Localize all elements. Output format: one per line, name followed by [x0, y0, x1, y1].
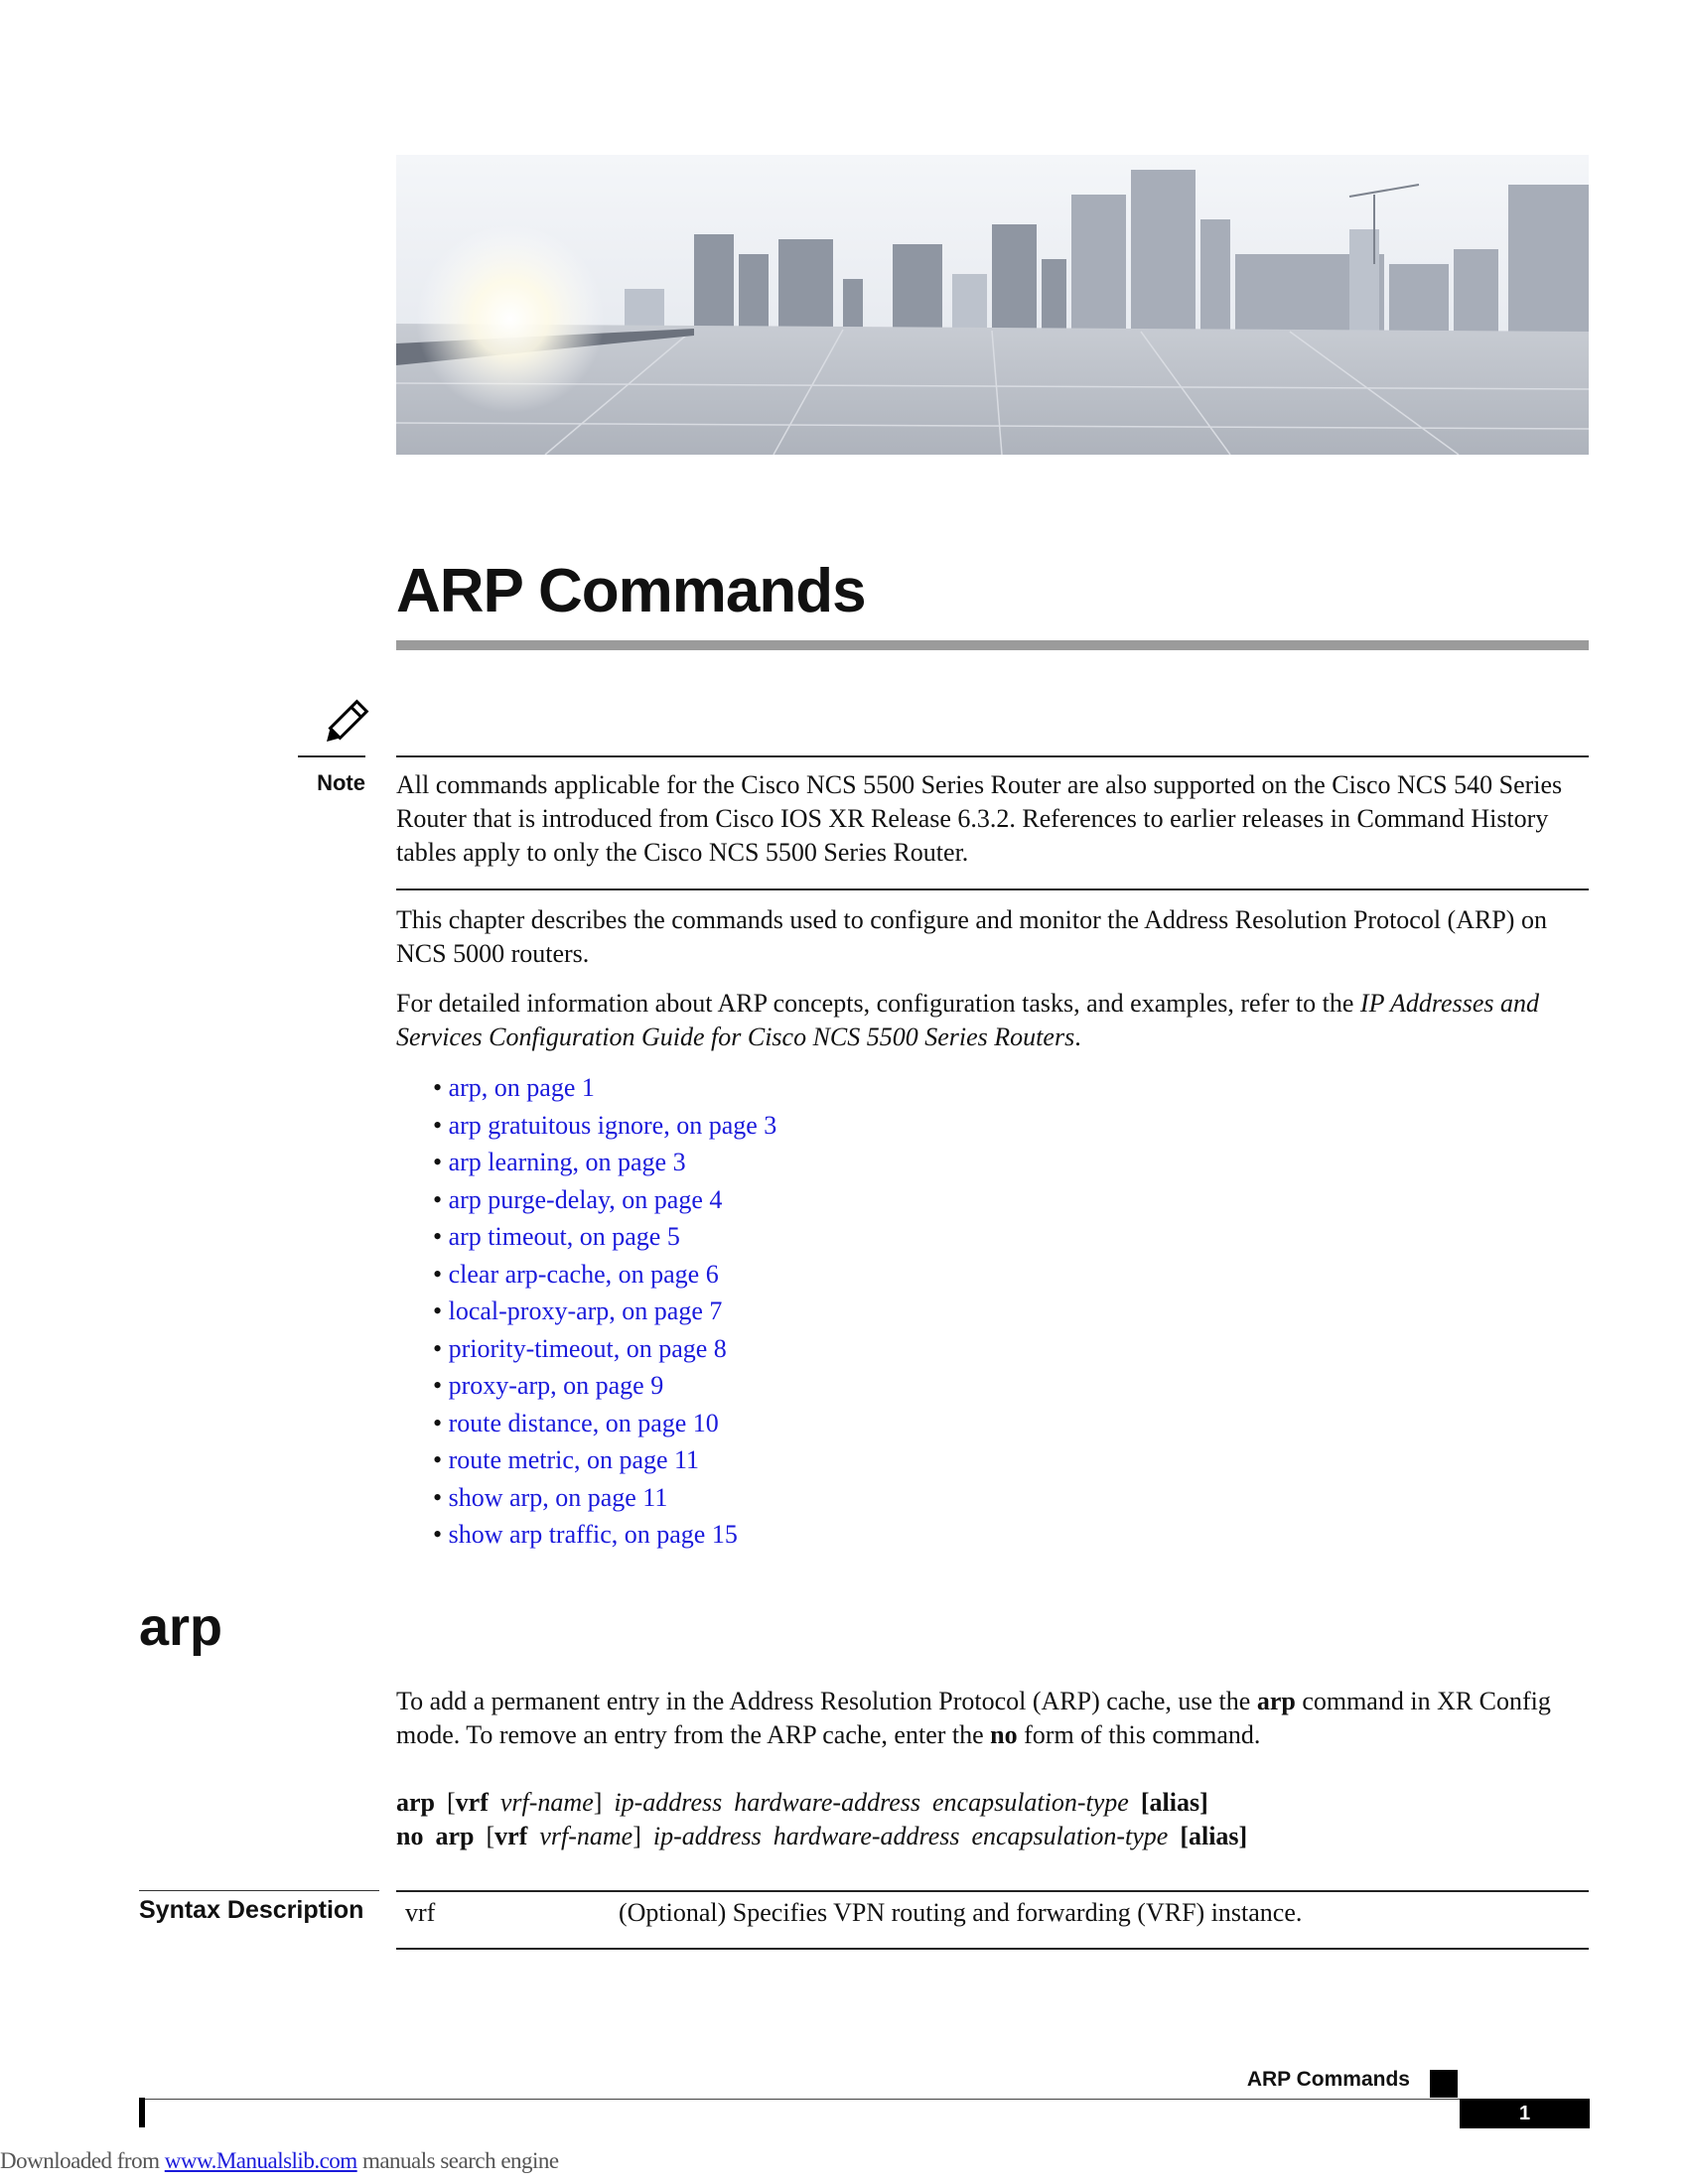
syntax-description-heading-rule: [139, 1890, 379, 1891]
download-prefix: Downloaded from: [0, 2148, 165, 2173]
syntax-hardware-address: hardware-address: [734, 1788, 920, 1817]
guide-title: IP Addresses and Services Configuration Guide for Cisco NCS 5500 Series Routers: [396, 989, 1539, 1051]
syntax-encapsulation-type: encapsulation-type: [971, 1822, 1169, 1850]
list-item: [433, 1441, 776, 1479]
note-label-rule: [298, 755, 365, 757]
toc-link[interactable]: priority-timeout, on page 8: [448, 1333, 727, 1363]
list-item: [433, 1144, 776, 1181]
manualslib-link[interactable]: www.Manualslib.com: [164, 2148, 357, 2173]
page-number: 1: [1460, 2099, 1590, 2128]
list-item: [433, 1256, 776, 1294]
toc-link[interactable]: show arp, on page 11: [448, 1482, 668, 1512]
footer-left-tick: [139, 2098, 145, 2127]
syntax-vrf: vrf: [455, 1788, 489, 1817]
intro-reference-prefix: For detailed information about ARP concepts, configuration tasks, and examples, refer to the: [396, 989, 1360, 1018]
bullet: •: [433, 1371, 443, 1400]
toc-link[interactable]: route distance, on page 10: [448, 1408, 719, 1437]
list-item: [433, 1293, 776, 1330]
arp-description: [396, 1685, 1593, 1752]
bullet: •: [433, 1482, 443, 1512]
footer-chapter-title: ARP Commands: [1246, 2068, 1410, 2091]
city-skyline-illustration: [396, 155, 1589, 455]
bullet: •: [433, 1297, 443, 1325]
bullet: •: [433, 1073, 443, 1102]
list-item: [433, 1181, 776, 1219]
syntax-hardware-address: hardware-address: [773, 1822, 960, 1850]
syntax-bracket-close: ]: [593, 1788, 603, 1817]
list-item: [433, 1367, 776, 1405]
list-item: [433, 1405, 776, 1442]
syntax-table-top-rule: [396, 1890, 1589, 1892]
list-item: [433, 1218, 776, 1256]
arp-syntax-line: [396, 1786, 1208, 1820]
command-link-list: [433, 1069, 776, 1554]
syntax-vrf-name: vrf-name: [499, 1788, 594, 1817]
toc-link[interactable]: arp timeout, on page 5: [448, 1222, 680, 1251]
footer-rule: [139, 2099, 1460, 2100]
syntax-alias: [alias]: [1180, 1822, 1248, 1850]
syntax-bracket-open: [: [486, 1822, 495, 1850]
intro-reference-suffix: .: [1074, 1023, 1081, 1051]
intro-reference-paragraph: [396, 987, 1593, 1054]
download-suffix: manuals search engine: [356, 2148, 559, 2173]
syntax-vrf-name: vrf-name: [539, 1822, 633, 1850]
list-item: [433, 1107, 776, 1145]
arp-desc-part1: To add a permanent entry in the Address Resolution Protocol (ARP) cache, use the: [396, 1687, 1257, 1715]
no-arp-syntax-line: [396, 1820, 1247, 1853]
note-label: Note: [317, 770, 365, 795]
syntax-term: vrf: [405, 1898, 436, 1927]
toc-link[interactable]: proxy-arp, on page 9: [448, 1371, 664, 1400]
bullet: •: [433, 1408, 443, 1437]
toc-link[interactable]: arp gratuitous ignore, on page 3: [448, 1110, 777, 1140]
bullet: •: [433, 1333, 443, 1363]
list-item: [433, 1516, 776, 1554]
download-notice: [0, 2148, 559, 2174]
syntax-alias: [alias]: [1140, 1788, 1208, 1817]
chapter-title: ARP Commands: [396, 557, 866, 625]
list-item: [433, 1479, 776, 1517]
bullet: •: [433, 1520, 443, 1549]
arp-desc-part2: command in XR Config mode. To remove an entry from the ARP cache, enter the: [396, 1687, 1551, 1749]
footer-marker: [1430, 2070, 1458, 2098]
bullet: •: [433, 1259, 443, 1289]
toc-link[interactable]: show arp traffic, on page 15: [448, 1520, 738, 1549]
bullet: •: [433, 1110, 443, 1140]
bullet: •: [433, 1148, 443, 1176]
pencil-icon: [316, 697, 371, 752]
syntax-vrf: vrf: [494, 1822, 528, 1850]
toc-link[interactable]: route metric, on page 11: [448, 1445, 700, 1474]
syntax-description-heading: Syntax Description: [139, 1896, 364, 1924]
list-item: [433, 1330, 776, 1368]
toc-link[interactable]: arp, on page 1: [448, 1073, 595, 1102]
syntax-ip-address: ip-address: [614, 1788, 723, 1817]
syntax-table-bottom-rule: [396, 1948, 1589, 1950]
syntax-no: no: [396, 1822, 424, 1850]
syntax-bracket-close: ]: [633, 1822, 641, 1850]
note-bottom-rule: [396, 888, 1589, 890]
bullet: •: [433, 1445, 443, 1474]
section-heading-arp: arp: [139, 1597, 223, 1657]
syntax-encapsulation-type: encapsulation-type: [932, 1788, 1129, 1817]
toc-link[interactable]: arp learning, on page 3: [448, 1148, 686, 1176]
header-banner-image: [396, 155, 1589, 455]
arp-desc-command: arp: [1256, 1687, 1296, 1715]
note-top-rule: [396, 755, 1589, 757]
note-text: All commands applicable for the Cisco NCS 5500 Series Router are also supported on the Cisco NCS 540 Series Router that is introduced from Cisco IOS XR Release 6.3.2. References to earlier releases in Command History tables apply to only the Cisco NCS 5500 Series Router.: [396, 770, 1563, 867]
bullet: •: [433, 1222, 443, 1251]
toc-link[interactable]: arp purge-delay, on page 4: [448, 1184, 723, 1214]
syntax-bracket-open: [: [447, 1788, 456, 1817]
syntax-arp: arp: [435, 1822, 475, 1850]
arp-desc-no-keyword: no: [990, 1720, 1018, 1749]
title-rule: [396, 640, 1589, 650]
syntax-arp: arp: [396, 1788, 435, 1817]
toc-link[interactable]: local-proxy-arp, on page 7: [448, 1297, 723, 1325]
syntax-definition: (Optional) Specifies VPN routing and forwarding (VRF) instance.: [619, 1898, 1303, 1927]
list-item: [433, 1069, 776, 1107]
toc-link[interactable]: clear arp-cache, on page 6: [448, 1259, 719, 1289]
bullet: •: [433, 1184, 443, 1214]
syntax-ip-address: ip-address: [652, 1822, 762, 1850]
intro-paragraph: This chapter describes the commands used to configure and monitor the Address Resolution Protocol (ARP) on NCS 5000 routers.: [396, 905, 1547, 968]
arp-desc-part3: form of this command.: [1017, 1720, 1261, 1749]
